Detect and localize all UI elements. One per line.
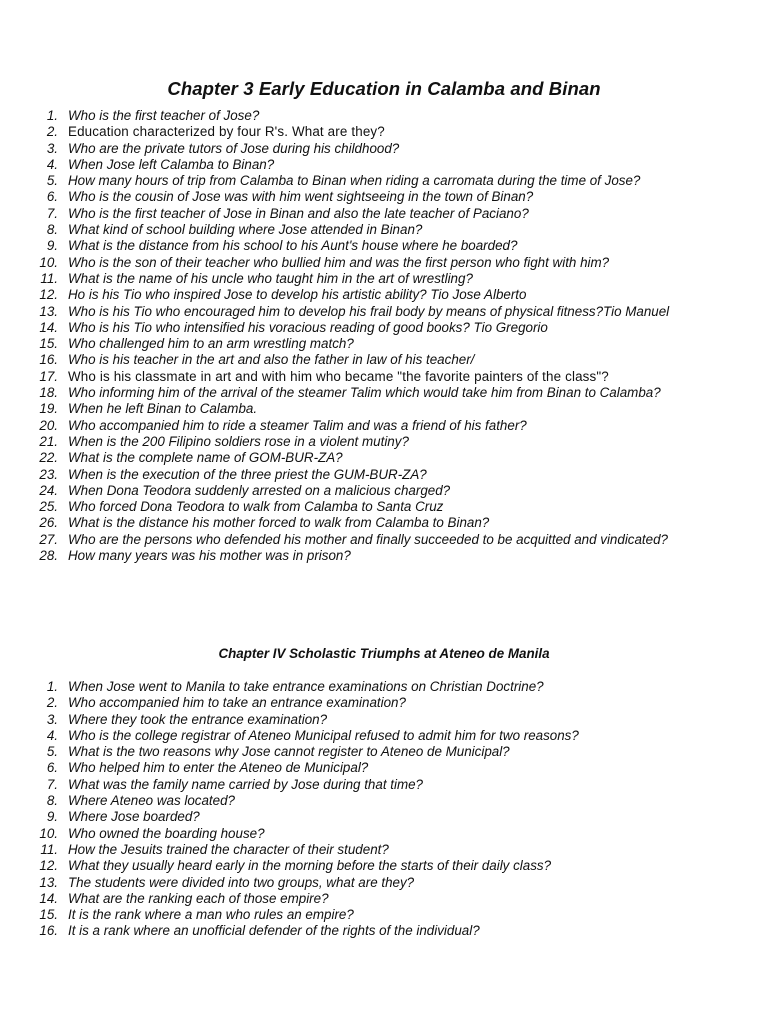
- question-text: Who helped him to enter the Ateneo de Municipal?: [68, 760, 369, 776]
- question-text: How many hours of trip from Calamba to Binan when riding a carromata during the time of Jose?: [68, 173, 641, 189]
- question-item: [0, 189, 768, 205]
- question-item: [0, 712, 768, 728]
- question-number: 5.: [46, 173, 58, 189]
- question-number: 6.: [46, 760, 58, 776]
- question-text: Who is the first teacher of Jose?: [68, 108, 260, 123]
- question-text: Ho is his Tio who inspired Jose to develop his artistic ability? Tio Jose Alberto: [68, 287, 527, 303]
- question-text: Who are the persons who defended his mother and finally succeeded to be acquitted and vindicated?: [68, 531, 668, 547]
- question-item: [0, 907, 768, 923]
- chapter-4-question-list: [0, 679, 768, 940]
- question-item: [0, 760, 768, 776]
- question-item: [0, 108, 768, 124]
- question-item: [0, 826, 768, 842]
- question-number: 27.: [39, 531, 58, 547]
- question-item: [0, 875, 768, 891]
- question-number: 12.: [39, 287, 58, 303]
- question-text: Who forced Dona Teodora to walk from Calamba to Santa Cruz: [68, 499, 444, 515]
- question-number: 9.: [46, 809, 58, 825]
- chapter-4-title: Chapter IV Scholastic Triumphs at Ateneo de Manila: [218, 646, 550, 661]
- question-number: 7.: [46, 776, 58, 792]
- question-text: What they usually heard early in the morning before the starts of their daily class?: [68, 858, 552, 874]
- question-text: Education characterized by four R's. What are they?: [68, 124, 385, 140]
- question-number: 11.: [40, 270, 58, 286]
- question-item: [0, 401, 768, 417]
- question-item: [0, 320, 768, 336]
- question-text: When Jose went to Manila to take entrance examinations on Christian Doctrine?: [68, 679, 544, 694]
- question-text: Who is the first teacher of Jose in Binan and also the late teacher of Paciano?: [68, 205, 529, 221]
- question-number: 10.: [39, 254, 58, 270]
- question-item: [0, 858, 768, 874]
- question-number: 4.: [46, 156, 58, 172]
- question-number: 24.: [39, 482, 58, 498]
- question-text: Who are the private tutors of Jose during his childhood?: [68, 140, 400, 156]
- question-number: 28.: [39, 548, 58, 564]
- question-number: 19.: [39, 401, 58, 417]
- question-item: [0, 385, 768, 401]
- question-number: 12.: [39, 858, 58, 874]
- question-item: [0, 728, 768, 744]
- question-text: When Dona Teodora suddenly arrested on a malicious charged?: [68, 482, 451, 498]
- question-item: [0, 777, 768, 793]
- question-item: [0, 434, 768, 450]
- question-text: Who owned the boarding house?: [68, 825, 265, 841]
- question-number: 1.: [46, 679, 58, 694]
- question-number: 4.: [46, 727, 58, 743]
- question-text: How many years was his mother was in prison?: [68, 548, 351, 564]
- question-text: When is the execution of the three priest the GUM-BUR-ZA?: [68, 466, 427, 482]
- question-number: 16.: [39, 923, 58, 939]
- question-text: When he left Binan to Calamba.: [68, 401, 258, 417]
- question-text: Where Ateneo was located?: [68, 793, 235, 809]
- question-item: [0, 124, 768, 140]
- question-item: [0, 467, 768, 483]
- question-item: [0, 157, 768, 173]
- question-text: When is the 200 Filipino soldiers rose in a violent mutiny?: [68, 433, 409, 449]
- question-number: 16.: [39, 352, 58, 368]
- question-number: 13.: [39, 303, 58, 319]
- question-number: 10.: [39, 825, 58, 841]
- question-text: Who is his Tio who intensified his voracious reading of good books? Tio Gregorio: [68, 319, 548, 335]
- question-number: 6.: [46, 189, 58, 205]
- question-item: [0, 499, 768, 515]
- question-number: 2.: [46, 124, 58, 140]
- question-item: [0, 891, 768, 907]
- question-text: What is the complete name of GOM-BUR-ZA?: [68, 450, 343, 466]
- question-text: Who is the son of their teacher who bullied him and was the first person who fight with him?: [68, 254, 610, 270]
- question-text: Who challenged him to an arm wrestling match?: [68, 336, 354, 352]
- question-text: Where they took the entrance examination?: [68, 711, 328, 727]
- question-item: [0, 271, 768, 287]
- question-text: When Jose left Calamba to Binan?: [68, 156, 275, 172]
- question-number: 11.: [40, 841, 58, 857]
- chapter-3-title: Chapter 3 Early Education in Calamba and Binan: [167, 78, 601, 99]
- question-text: What are the ranking each of those empire?: [68, 890, 329, 906]
- question-item: [0, 304, 768, 320]
- question-item: [0, 173, 768, 189]
- question-text: What is the two reasons why Jose cannot register to Ateneo de Municipal?: [68, 744, 510, 760]
- question-item: [0, 532, 768, 548]
- question-item: [0, 352, 768, 368]
- question-number: 25.: [39, 499, 58, 515]
- question-number: 2.: [46, 695, 58, 711]
- question-text: Who is his Tio who encouraged him to develop his frail body by means of physical fitness?Tio Manuel: [68, 303, 670, 319]
- question-number: 3.: [46, 711, 58, 727]
- question-number: 8.: [46, 793, 58, 809]
- question-number: 18.: [39, 385, 58, 401]
- question-item: [0, 418, 768, 434]
- question-item: [0, 255, 768, 271]
- question-number: 5.: [46, 744, 58, 760]
- question-text: How the Jesuits trained the character of their student?: [68, 841, 389, 857]
- question-item: [0, 809, 768, 825]
- question-item: [0, 842, 768, 858]
- question-text: What is the distance from his school to his Aunt's house where he boarded?: [68, 238, 518, 254]
- question-item: [0, 923, 768, 939]
- question-text: Who accompanied him to ride a steamer Talim and was a friend of his father?: [68, 417, 527, 433]
- question-number: 7.: [46, 205, 58, 221]
- question-text: What was the family name carried by Jose during that time?: [68, 776, 424, 792]
- question-item: [0, 548, 768, 564]
- question-item: [0, 679, 768, 695]
- question-item: [0, 238, 768, 254]
- question-number: 15.: [39, 336, 58, 352]
- question-item: [0, 695, 768, 711]
- question-number: 15.: [39, 907, 58, 923]
- question-text: Who is the cousin of Jose was with him went sightseeing in the town of Binan?: [68, 189, 534, 205]
- question-item: [0, 336, 768, 352]
- question-number: 23.: [39, 466, 58, 482]
- question-number: 14.: [39, 890, 58, 906]
- question-item: [0, 141, 768, 157]
- question-item: [0, 369, 768, 385]
- question-text: Who is his teacher in the art and also the father in law of his teacher/: [68, 352, 475, 368]
- question-text: It is the rank where a man who rules an empire?: [68, 907, 354, 923]
- question-text: It is a rank where an unofficial defender of the rights of the individual?: [68, 923, 480, 939]
- question-number: 22.: [39, 450, 58, 466]
- question-text: What is the distance his mother forced to walk from Calamba to Binan?: [68, 515, 490, 531]
- question-item: [0, 222, 768, 238]
- question-item: [0, 483, 768, 499]
- question-text: Who accompanied him to take an entrance examination?: [68, 695, 406, 711]
- question-number: 1.: [46, 108, 58, 123]
- question-number: 26.: [39, 515, 58, 531]
- question-number: 3.: [46, 140, 58, 156]
- chapter-3-question-list: [0, 108, 768, 564]
- question-item: [0, 793, 768, 809]
- question-item: [0, 206, 768, 222]
- question-text: Who is his classmate in art and with him who became "the favorite painters of the class"?: [68, 368, 609, 384]
- question-number: 17.: [39, 368, 58, 384]
- question-item: [0, 287, 768, 303]
- question-number: 21.: [39, 433, 58, 449]
- question-item: [0, 450, 768, 466]
- question-number: 13.: [39, 874, 58, 890]
- question-number: 14.: [39, 319, 58, 335]
- question-item: [0, 744, 768, 760]
- question-text: Where Jose boarded?: [68, 809, 200, 825]
- question-number: 8.: [46, 222, 58, 238]
- question-text: Who is the college registrar of Ateneo Municipal refused to admit him for two reasons?: [68, 727, 579, 743]
- question-text: What is the name of his uncle who taught him in the art of wrestling?: [68, 270, 473, 286]
- question-text: Who informing him of the arrival of the steamer Talim which would take him from Binan to Calamba?: [68, 385, 661, 401]
- question-text: The students were divided into two groups, what are they?: [68, 874, 415, 890]
- question-number: 9.: [46, 238, 58, 254]
- question-text: What kind of school building where Jose attended in Binan?: [68, 222, 423, 238]
- question-item: [0, 515, 768, 531]
- question-number: 20.: [39, 417, 58, 433]
